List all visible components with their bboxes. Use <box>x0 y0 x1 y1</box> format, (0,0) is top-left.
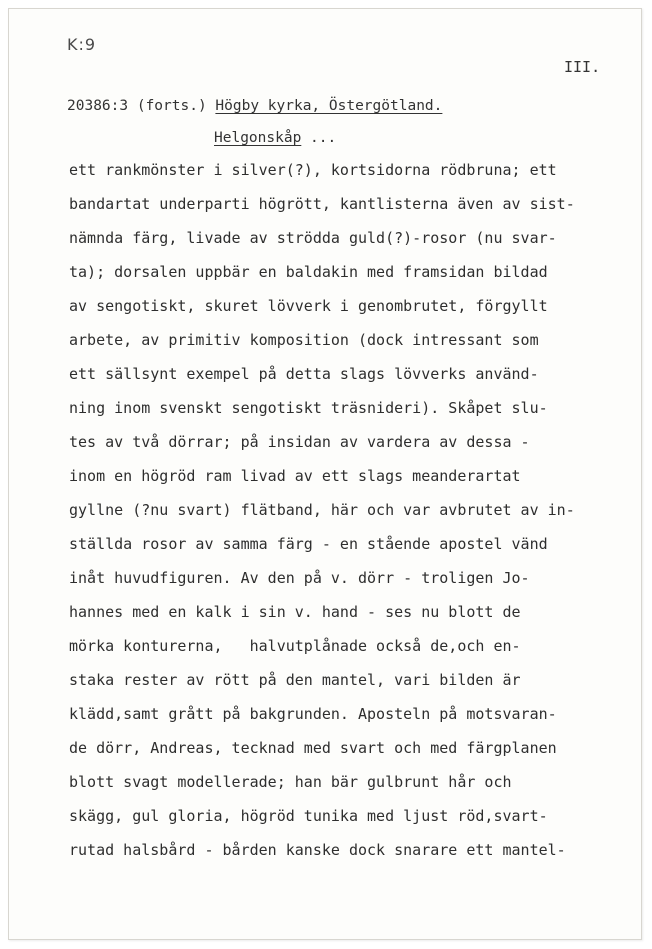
subheading <box>214 130 336 146</box>
text-line: bandartat underparti högrött, kantlisterna även av sist- <box>69 195 575 213</box>
text-line: arbete, av primitiv komposition (dock intressant som <box>69 331 539 349</box>
reference-line <box>67 98 442 114</box>
text-line: nämnda färg, livade av strödda guld(?)-rosor (nu svar- <box>69 229 557 247</box>
text-line: de dörr, Andreas, tecknad med svart och med färgplanen <box>69 739 557 757</box>
text-line: hannes med en kalk i sin v. hand - ses nu blott de <box>69 603 521 621</box>
text-line: ning inom svenskt sengotiskt träsnideri). Skåpet slu- <box>69 399 548 417</box>
text-line: tes av två dörrar; på insidan av vardera av dessa - <box>69 433 530 451</box>
text-line: skägg, gul gloria, högröd tunika med ljust röd,svart- <box>69 807 548 825</box>
page-number: III. <box>564 58 601 76</box>
text-line: av sengotiskt, skuret lövverk i genombrutet, förgyllt <box>69 297 548 315</box>
text-line: mörka konturerna, halvutplånade också de,och en- <box>69 637 521 655</box>
text-line: rutad halsbård - bården kanske dock snarare ett mantel- <box>69 841 566 859</box>
text-line: inåt huvudfiguren. Av den på v. dörr - troligen Jo- <box>69 569 530 587</box>
subheading-title: Helgonskåp <box>214 130 302 146</box>
text-line: ett rankmönster i silver(?), kortsidorna rödbruna; ett <box>69 161 557 179</box>
handwritten-code: K:9 <box>67 35 97 54</box>
text-line: ställda rosor av samma färg - en stående apostel vänd <box>69 535 548 553</box>
text-line: gyllne (?nu svart) flätband, här och var avbrutet av in- <box>69 501 575 519</box>
text-line: klädd,samt grått på bakgrunden. Aposteln på motsvaran- <box>69 705 557 723</box>
text-line: inom en högröd ram livad av ett slags meanderartat <box>69 467 521 485</box>
text-line: blott svagt modellerade; han bär gulbrunt hår och <box>69 773 512 791</box>
text-line: staka rester av rött på den mantel, vari bilden är <box>69 671 521 689</box>
text-line: ta); dorsalen uppbär en baldakin med framsidan bildad <box>69 263 548 281</box>
text-line: ett sällsynt exempel på detta slags lövverks använd- <box>69 365 539 383</box>
reference-place: Högby kyrka, Östergötland. <box>215 98 443 114</box>
subheading-suffix: ... <box>301 130 337 146</box>
index-card <box>8 8 642 940</box>
reference-number: 20386:3 (forts.) <box>67 98 216 114</box>
